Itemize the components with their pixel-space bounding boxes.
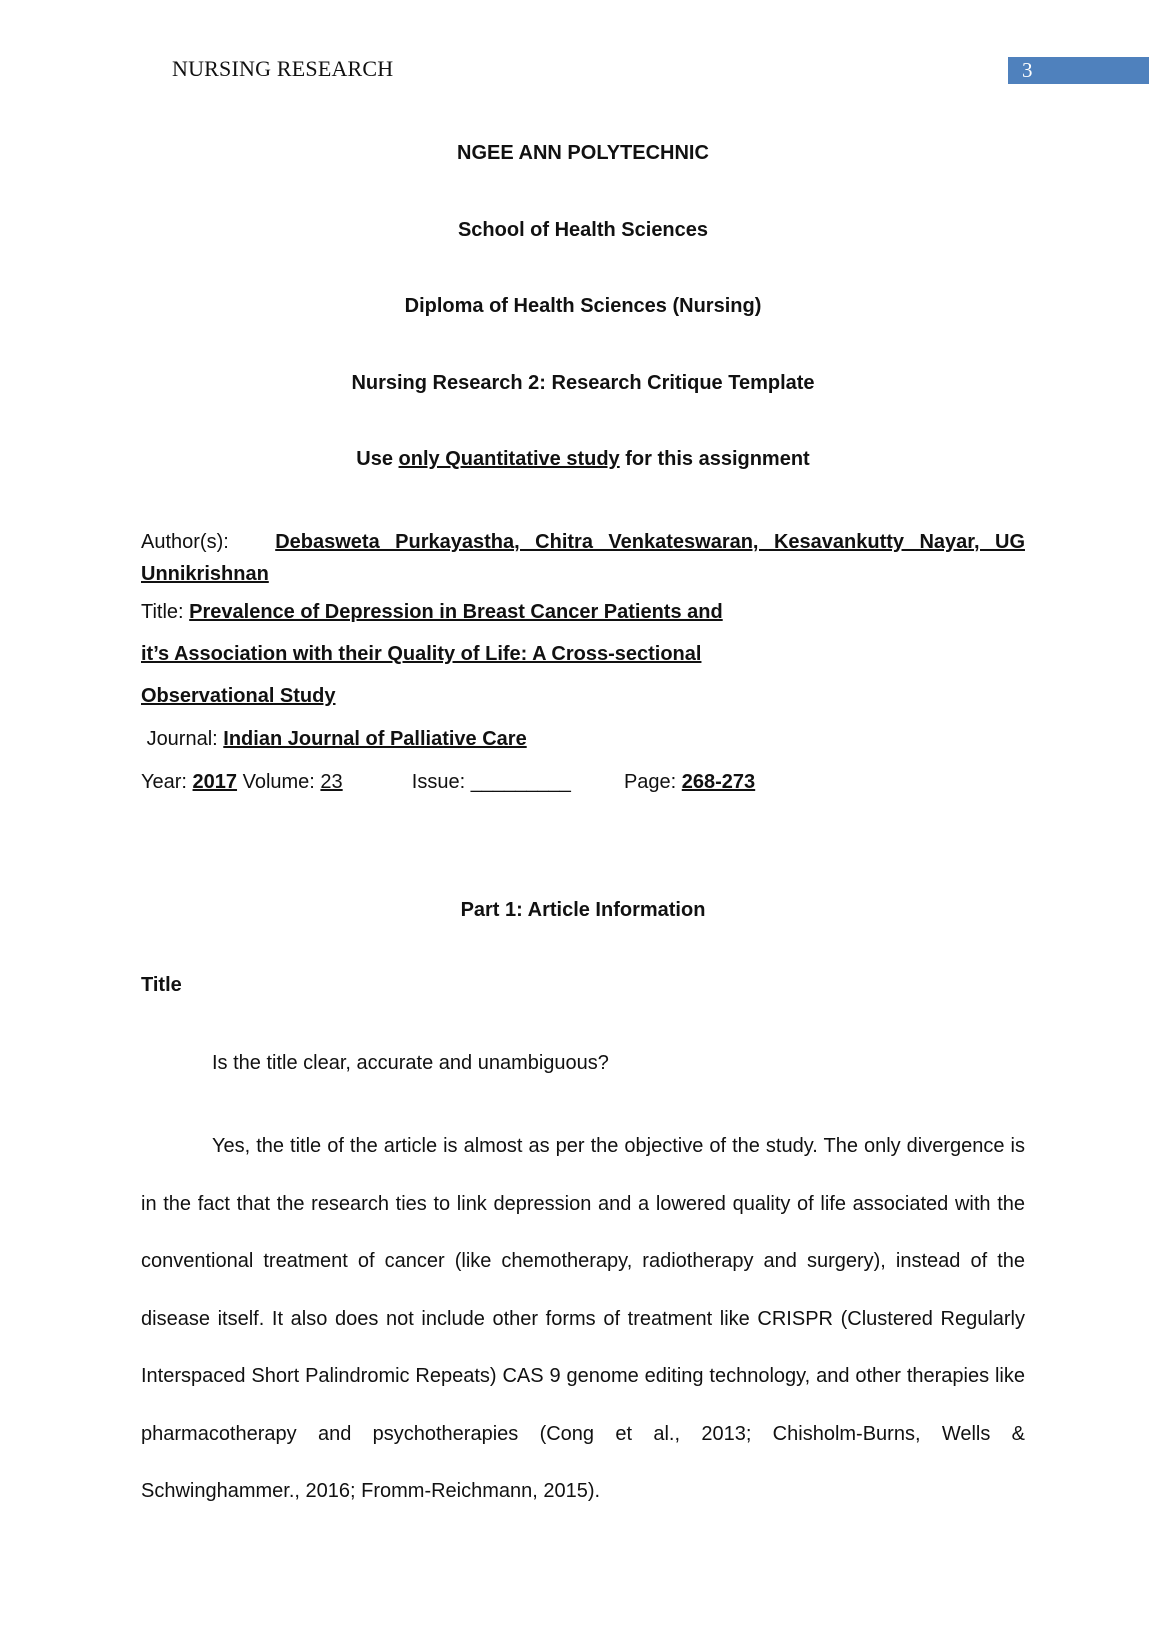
authors-label: Author(s): [141, 531, 229, 553]
publication-details-line [141, 766, 1025, 798]
title-line-2 [141, 638, 1025, 670]
page-value: 268-273 [681, 771, 756, 793]
title-value-line2: it’s Association with their Quality of Life: A Cross-sectional [141, 643, 702, 665]
instruction-pre: Use [356, 448, 399, 470]
page-label: Page: [623, 771, 677, 793]
authors-value: Debasweta Purkayastha, Chitra Venkateswaran, Kesavankutty Nayar, UG Unnikrishnan [141, 531, 1025, 585]
school-name: School of Health Sciences [457, 219, 709, 241]
year-label: Year: [141, 771, 187, 793]
institution-name: NGEE ANN POLYTECHNIC [457, 142, 709, 164]
diploma-name: Diploma of Health Sciences (Nursing) [404, 295, 762, 317]
volume-label: Volume: [242, 771, 315, 793]
title-value-line1: Prevalence of Depression in Breast Cancer Patients and [189, 601, 723, 623]
running-header-title: NURSING RESEARCH [172, 56, 394, 81]
instruction-post: for this assignment [619, 448, 810, 470]
module-title: Nursing Research 2: Research Critique Template [351, 372, 815, 394]
assignment-instruction [141, 447, 1025, 471]
title-value-line3: Observational Study [141, 685, 336, 707]
section-title-heading: Title [141, 974, 182, 996]
instruction-emphasis: only Quantitative study [398, 448, 620, 470]
issue-value: _________ [470, 771, 571, 793]
journal-line [141, 723, 1025, 755]
title-line-3 [141, 680, 1025, 712]
issue-label: Issue: [411, 771, 466, 793]
journal-value: Indian Journal of Palliative Care [223, 728, 527, 750]
critique-question: Is the title clear, accurate and unambiguous? [212, 1052, 609, 1074]
journal-label: Journal: [146, 728, 218, 750]
critique-answer-paragraph: Yes, the title of the article is almost as per the objective of the study. The only divergence is in the fact that the research ties to link depression and a lowered quality of life associated with the conventional treatment of cancer (like chemotherapy, radiotherapy and surgery), instead of the disease itself. It also does not include other forms of treatment like CRISPR (Clustered Regularly Interspaced Short Palindromic Repeats) CAS 9 genome editing technology, and other therapies like pharmacotherapy and psychotherapies (Cong et al., 2013; Chisholm-Burns, Wells & Schwinghammer., 2016; Fromm-Reichmann, 2015). [141, 1135, 1025, 1502]
title-label: Title: [141, 601, 184, 623]
authors-line [141, 526, 1025, 590]
page-number-badge: 3 [1008, 57, 1149, 84]
part1-heading: Part 1: Article Information [460, 899, 706, 921]
year-value: 2017 [192, 771, 238, 793]
title-line-1 [141, 596, 1025, 628]
volume-value: 23 [320, 771, 343, 793]
